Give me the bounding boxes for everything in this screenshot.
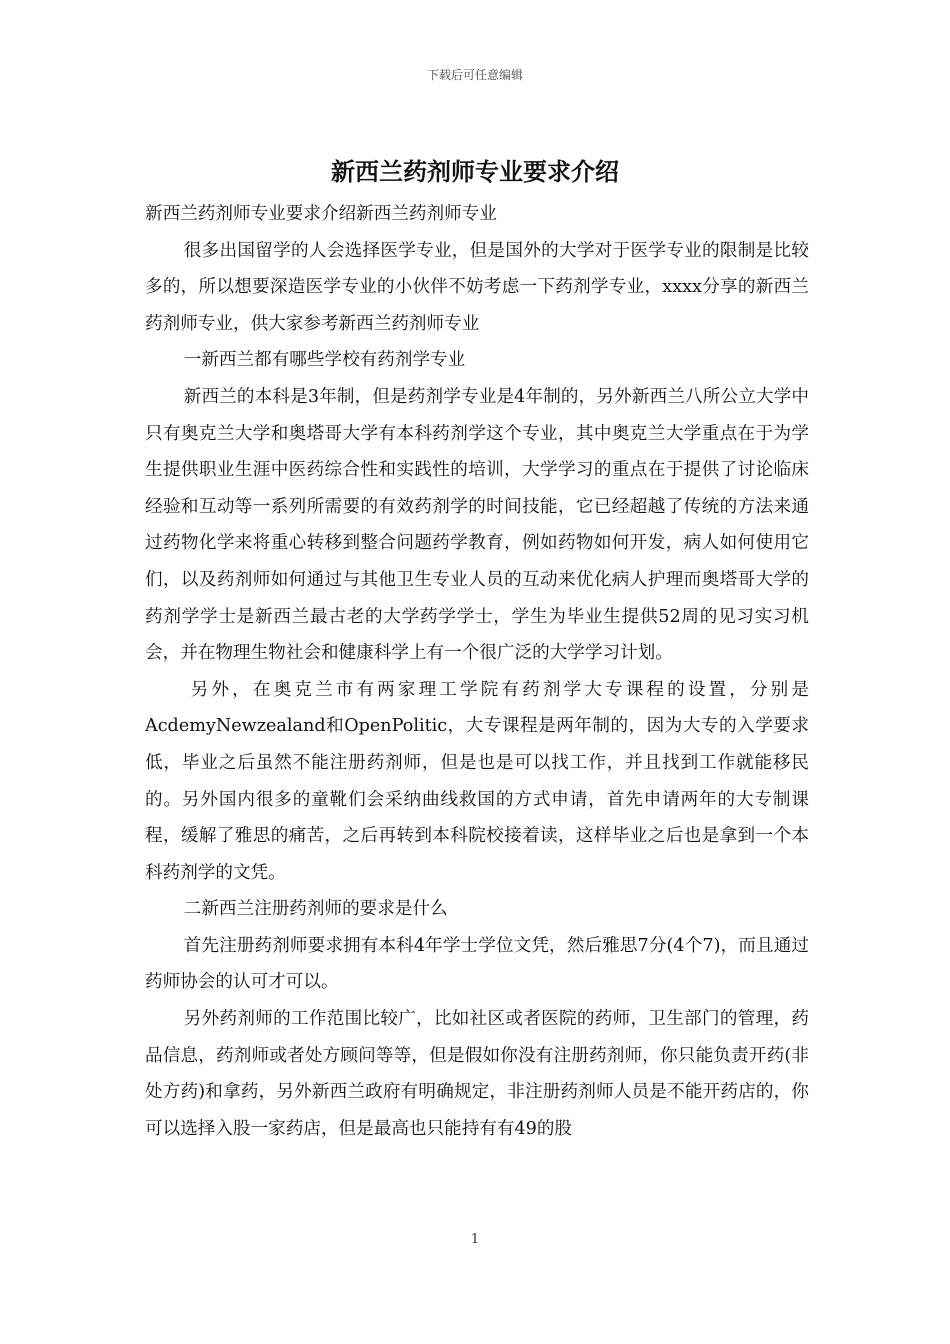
document-body xyxy=(145,196,809,1147)
section-heading-requirements: 二新西兰注册药剂师的要求是什么 xyxy=(183,899,448,920)
page-number: 1 xyxy=(470,1232,480,1247)
document-title: 新西兰药剂师专业要求介绍 xyxy=(331,157,619,186)
paragraph-intro: 很多出国留学的人会选择医学专业，但是国外的大学对于医学专业的限制是比较多的，所以想要深造医学专业的小伙伴不妨考虑一下药剂学专业，xxxx分享的新西兰药剂师专业，供大家参考新西兰药剂师专业 xyxy=(145,240,809,334)
paragraph-schools: 新西兰的本科是3年制，但是药剂学专业是4年制的，另外新西兰八所公立大学中只有奥克兰大学和奥塔哥大学有本科药剂学这个专业，其中奥克兰大学重点在于为学生提供职业生涯中医药综合性和实践性的培训，大学学习的重点在于提供了讨论临床经验和互动等一系列所需要的有效药剂学的时间技能，它已经超越了传统的方法来通过药物化学来将重心转移到整合问题药学教育，例如药物如何开发，病人如何使用它们，以及药剂师如何通过与其他卫生专业人员的互动来优化病人护理而奥塔哥大学的药剂学学士是新西兰最古老的大学药学学士，学生为毕业生提供52周的见习实习机会，并在物理生物社会和健康科学上有一个很广泛的大学学习计划。 xyxy=(145,386,809,664)
section-heading-schools: 一新西兰都有哪些学校有药剂学专业 xyxy=(183,350,466,371)
paragraph-requirements: 首先注册药剂师要求拥有本科4年学士学位文凭，然后雅思7分(4个7)，而且通过药师协会的认可才可以。 xyxy=(145,935,809,993)
paragraph-polytechnics: 另外，在奥克兰市有两家理工学院有药剂学大专课程的设置，分别是AcdemyNewzealand和OpenPolitic，大专课程是两年制的，因为大专的入学要求低，毕业之后虽然不能注册药剂师，但是也是可以找工作，并且找到工作就能移民的。另外国内很多的童靴们会采纳曲线救国的方式申请，首先申请两年的大专制课程，缓解了雅思的痛苦，之后再转到本科院校接着读，这样毕业之后也是拿到一个本科药剂学的文凭。 xyxy=(145,679,809,883)
paragraph-scope: 另外药剂师的工作范围比较广，比如社区或者医院的药师，卫生部门的管理，药品信息，药剂师或者处方顾问等等，但是假如你没有注册药剂师，你只能负责开药(非处方药)和拿药，另外新西兰政府有明确规定，非注册药剂师人员是不能开药店的，你可以选择入股一家药店，但是最高也只能持有有49的股 xyxy=(145,1009,809,1139)
header-note: 下载后可任意编辑 xyxy=(426,68,523,82)
subtitle-line: 新西兰药剂师专业要求介绍新西兰药剂师专业 xyxy=(145,204,497,224)
